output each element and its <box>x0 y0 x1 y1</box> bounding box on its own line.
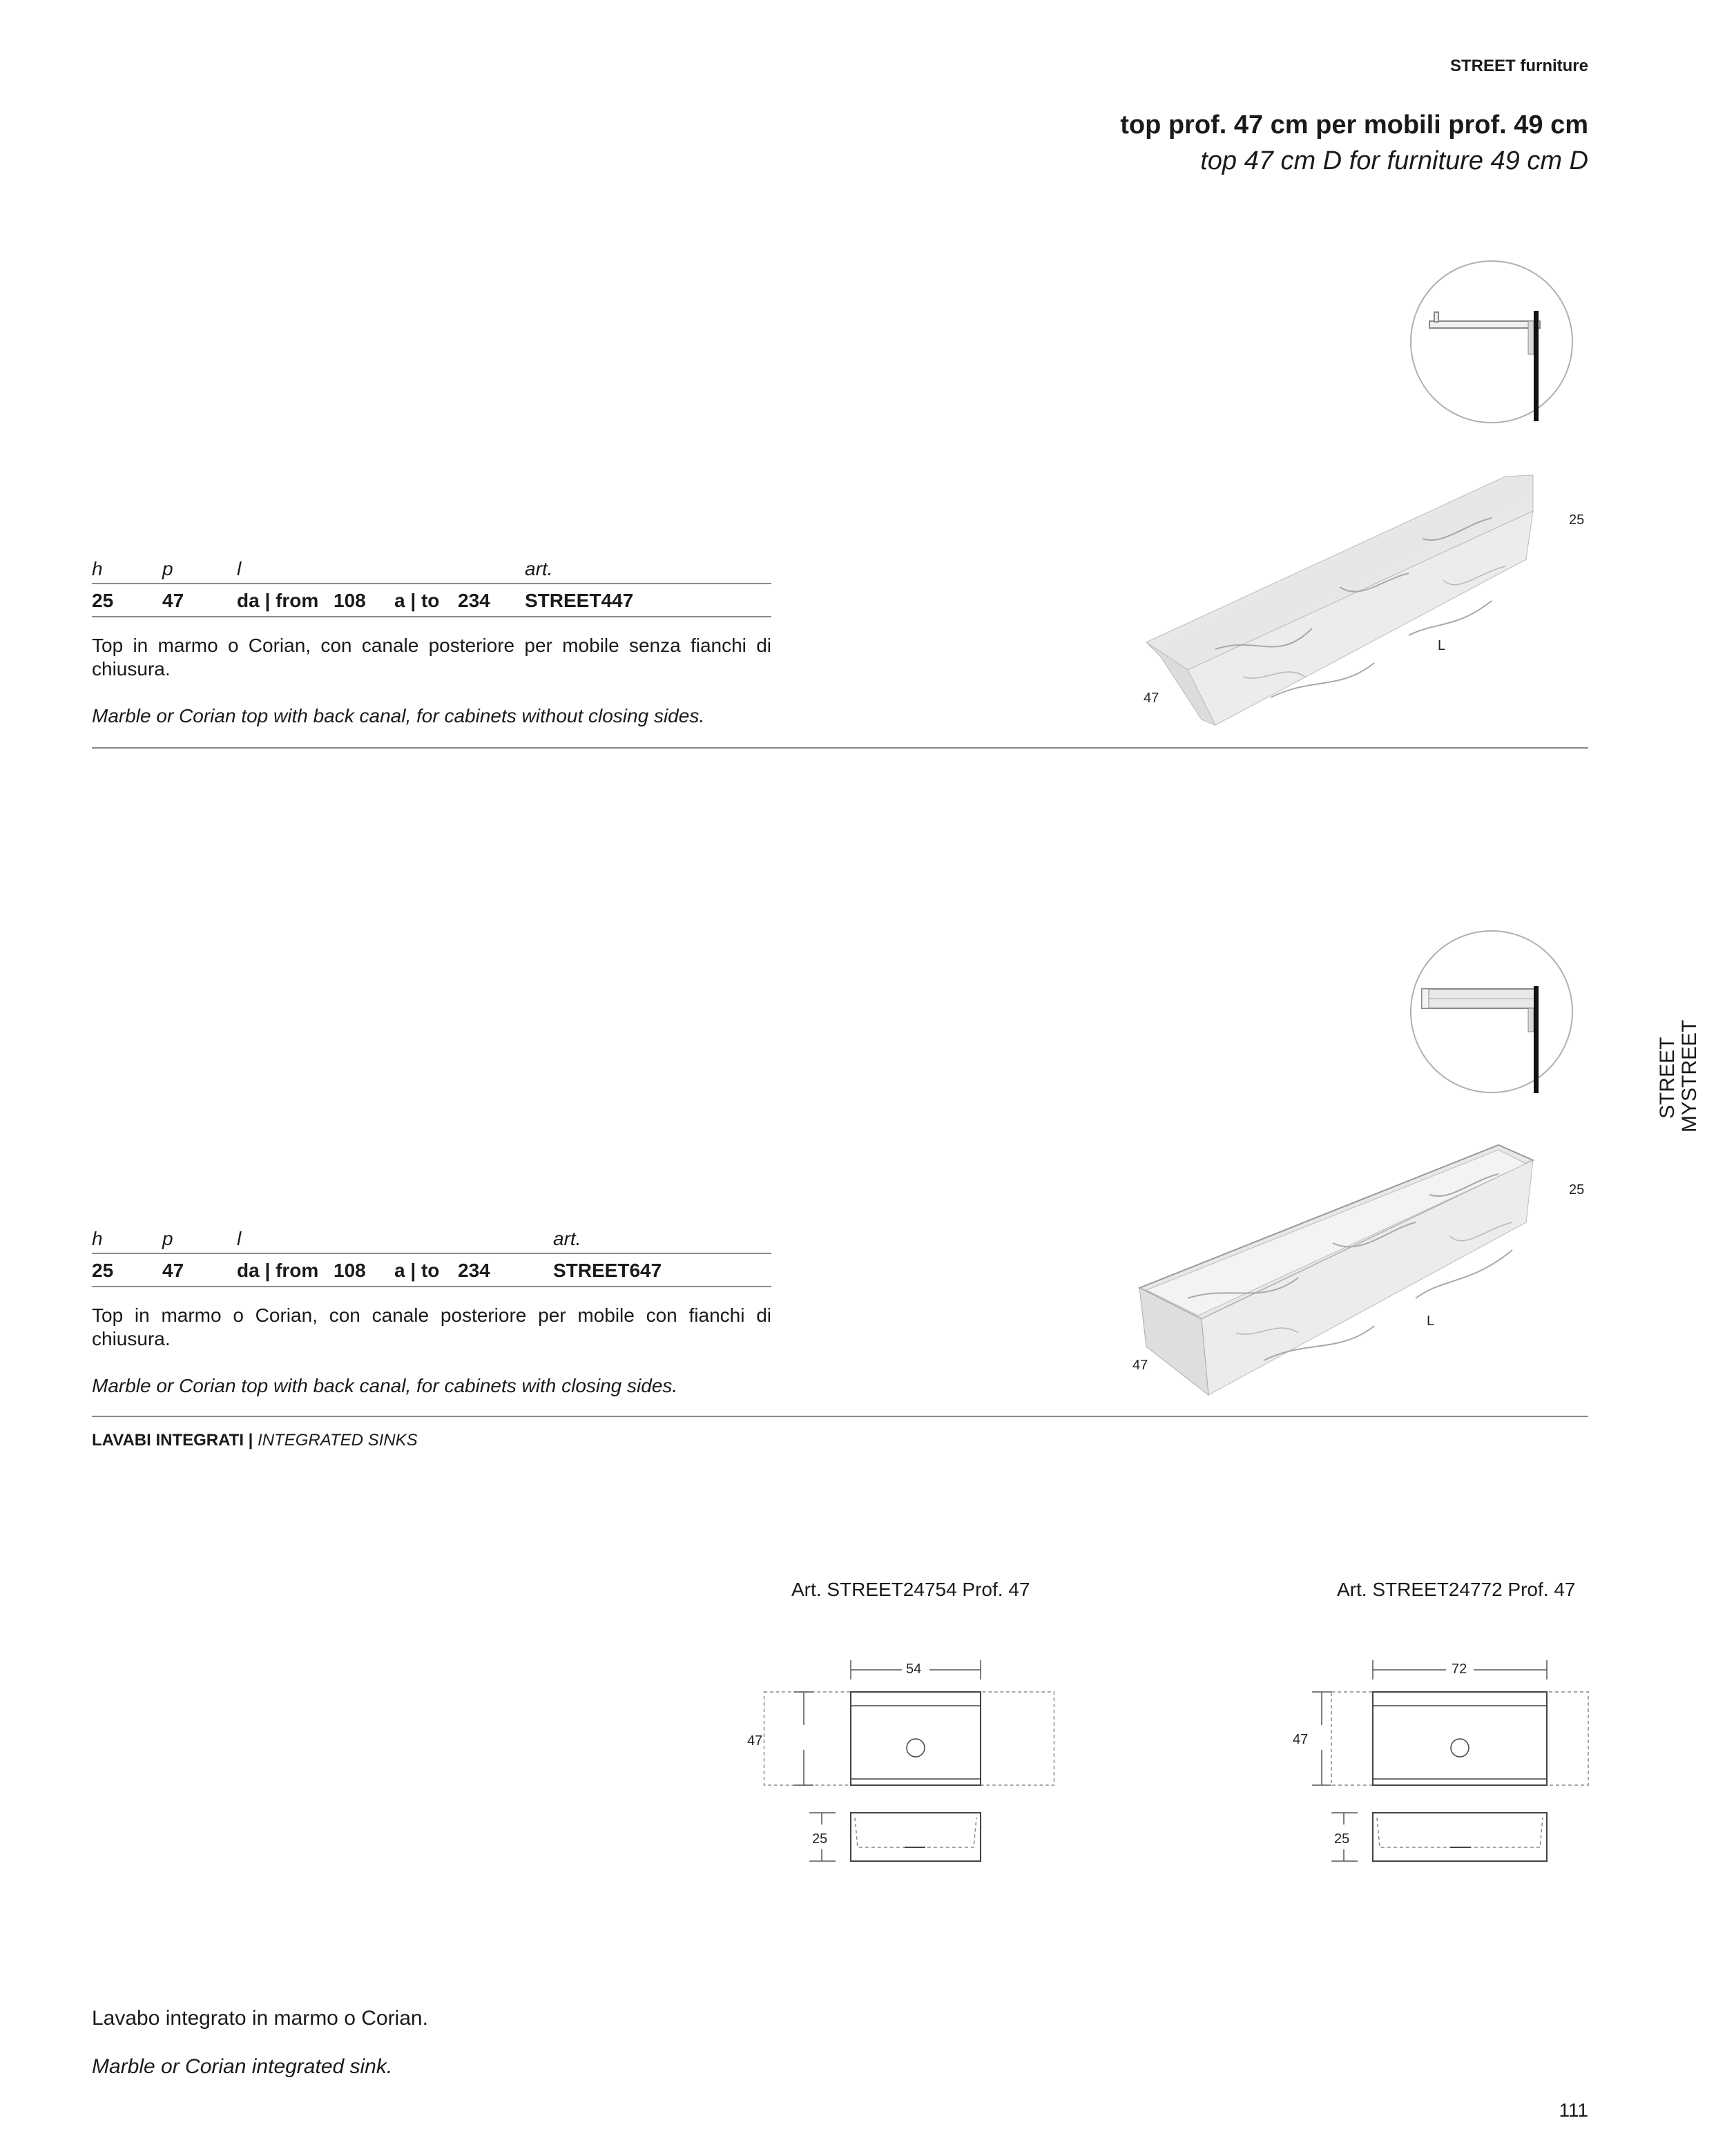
sinks-label-en: INTEGRATED SINKS <box>258 1431 418 1450</box>
product-1-description-it: Top in marmo o Corian, con canale posteriore per mobile senza fianchi di chiusura. <box>92 635 771 680</box>
section-detail-1-illustration <box>1405 256 1578 428</box>
side-section-tab <box>1650 1019 1706 1133</box>
val-to: 234 <box>458 590 490 611</box>
page-title: top prof. 47 cm per mobili prof. 49 cm <box>1120 110 1588 139</box>
val-to-label: a | to <box>394 1260 440 1281</box>
product-1-dim-depth: 47 <box>1144 691 1159 706</box>
product-1-description-en: Marble or Corian top with back canal, for cabinets without closing sides. <box>92 705 705 726</box>
sink-2-art-label: Art. STREET24772 Prof. 47 <box>1337 1579 1576 1600</box>
spec-table-row <box>92 1254 771 1287</box>
product-2-description-it: Top in marmo o Corian, con canale posteriore per mobile con fianchi di chiusura. <box>92 1305 771 1349</box>
spec-table-header <box>92 1222 771 1254</box>
product-1-render <box>1133 470 1581 732</box>
side-tab-mystreet: MYSTREET <box>1678 1019 1701 1133</box>
section-detail-2-illustration <box>1405 925 1578 1098</box>
sink-1-drawing <box>739 1650 1043 1871</box>
header-category: STREET furniture <box>1449 57 1588 75</box>
page-subtitle: top 47 cm D for furniture 49 cm D <box>1200 146 1588 175</box>
col-h: h <box>92 1228 103 1249</box>
val-art: STREET447 <box>525 590 634 611</box>
product-2-dim-depth: 47 <box>1133 1358 1148 1373</box>
val-h: 25 <box>92 590 114 611</box>
page-number: 111 <box>1559 2099 1588 2121</box>
col-l: l <box>237 558 242 579</box>
sink-2-height: 25 <box>1334 1831 1350 1847</box>
sink-1-height: 25 <box>812 1831 828 1847</box>
col-l: l <box>237 1228 242 1249</box>
sink-1-width: 54 <box>906 1662 922 1677</box>
product-1-dim-height: 25 <box>1569 512 1585 528</box>
product-2-description-en: Marble or Corian top with back canal, for cabinets with closing sides. <box>92 1375 678 1396</box>
col-h: h <box>92 558 103 579</box>
divider-1 <box>92 747 1588 749</box>
product-1-spec <box>92 552 771 728</box>
divider-2 <box>92 1416 1588 1417</box>
sinks-section-label <box>92 1431 418 1450</box>
val-p: 47 <box>162 590 184 611</box>
val-to-label: a | to <box>394 590 440 611</box>
val-from: 108 <box>334 590 366 611</box>
val-h: 25 <box>92 1260 114 1281</box>
col-art: art. <box>525 558 553 579</box>
spec-table-header <box>92 552 771 584</box>
sink-1-art-label: Art. STREET24754 Prof. 47 <box>791 1579 1030 1600</box>
val-to: 234 <box>458 1260 490 1281</box>
col-art: art. <box>553 1228 581 1249</box>
sinks-label-it: LAVABI INTEGRATI | <box>92 1431 253 1450</box>
product-2-dim-length: L <box>1427 1313 1435 1329</box>
product-2-spec <box>92 1222 771 1398</box>
col-p: p <box>162 1228 173 1249</box>
side-tab-street: STREET <box>1656 1037 1679 1119</box>
sinks-description-it: Lavabo integrato in marmo o Corian. <box>92 2007 428 2030</box>
val-p: 47 <box>162 1260 184 1281</box>
col-p: p <box>162 558 173 579</box>
val-from-label: da | from <box>237 1260 319 1281</box>
product-2-render <box>1126 1139 1574 1402</box>
sinks-description-en: Marble or Corian integrated sink. <box>92 2055 393 2078</box>
val-from: 108 <box>334 1260 366 1281</box>
sink-1-depth: 47 <box>747 1733 763 1749</box>
val-art: STREET647 <box>553 1260 662 1281</box>
sink-2-drawing <box>1284 1650 1588 1871</box>
sink-2-depth: 47 <box>1293 1732 1309 1747</box>
val-from-label: da | from <box>237 590 319 611</box>
product-1-dim-length: L <box>1438 638 1446 653</box>
sink-2-width: 72 <box>1452 1662 1467 1677</box>
product-2-dim-height: 25 <box>1569 1182 1585 1197</box>
spec-table-row <box>92 584 771 617</box>
